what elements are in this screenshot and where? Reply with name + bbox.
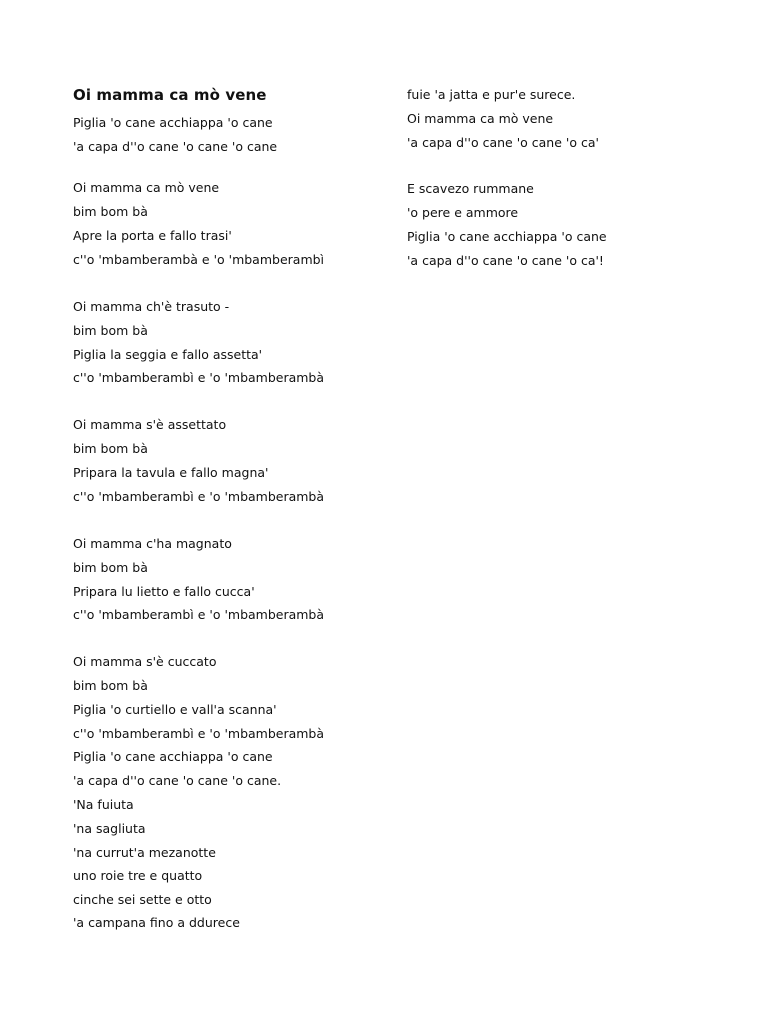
lyric-line: E scavezo rummane <box>407 181 534 196</box>
lyric-line: Oi mamma s'è cuccato <box>73 654 217 669</box>
lyric-line: c''o 'mbamberambà e 'o 'mbamberambì <box>73 252 325 267</box>
lyric-line: bim bom bà <box>73 323 148 338</box>
lyric-line: 'a capa d''o cane 'o cane 'o cane. <box>73 773 282 788</box>
lyric-line: Oi mamma ca mò vene <box>407 111 554 126</box>
song-title: Oi mamma ca mò vene <box>73 86 267 104</box>
lyric-line: Oi mamma ca mò vene <box>73 180 220 195</box>
lyric-line: 'Na fuiuta <box>73 797 134 812</box>
lyric-line: c''o 'mbamberambì e 'o 'mbamberambà <box>73 489 325 504</box>
lyric-line: 'a capa d''o cane 'o cane 'o ca' <box>407 135 599 150</box>
lyric-line: 'a campana fino a ddurece <box>73 915 240 930</box>
lyric-line: cinche sei sette e otto <box>73 892 212 907</box>
lyric-line: Oi mamma s'è assettato <box>73 417 227 432</box>
lyric-line: Piglia 'o curtiello e vall'a scanna' <box>73 702 277 717</box>
lyric-line: 'a capa d''o cane 'o cane 'o ca'! <box>407 253 604 268</box>
lyric-line: c''o 'mbamberambì e 'o 'mbamberambà <box>73 607 325 622</box>
lyric-line: bim bom bà <box>73 560 148 575</box>
lyric-line: Piglia la seggia e fallo assetta' <box>73 347 263 362</box>
lyric-line: Piglia 'o cane acchiappa 'o cane <box>73 115 273 130</box>
lyric-line: bim bom bà <box>73 678 148 693</box>
lyric-line: 'o pere e ammore <box>407 205 519 220</box>
lyric-line: Piglia 'o cane acchiappa 'o cane <box>407 229 607 244</box>
lyric-line: 'a capa d''o cane 'o cane 'o cane <box>73 139 278 154</box>
lyric-line: fuie 'a jatta e pur'e surece. <box>407 87 576 102</box>
lyric-line: Oi mamma ch'è trasuto - <box>73 299 230 314</box>
lyric-line: uno roie tre e quatto <box>73 868 203 883</box>
lyric-line: 'na currut'a mezanotte <box>73 845 216 860</box>
lyric-line: Oi mamma c'ha magnato <box>73 536 232 551</box>
lyric-line: Piglia 'o cane acchiappa 'o cane <box>73 749 273 764</box>
lyric-line: bim bom bà <box>73 441 148 456</box>
lyric-line: Pripara lu lietto e fallo cucca' <box>73 584 255 599</box>
lyric-line: Pripara la tavula e fallo magna' <box>73 465 269 480</box>
lyric-line: 'na sagliuta <box>73 821 146 836</box>
lyric-line: Apre la porta e fallo trasi' <box>73 228 232 243</box>
lyric-line: bim bom bà <box>73 204 148 219</box>
lyric-line: c''o 'mbamberambì e 'o 'mbamberambà <box>73 370 325 385</box>
lyric-line: c''o 'mbamberambì e 'o 'mbamberambà <box>73 726 325 741</box>
